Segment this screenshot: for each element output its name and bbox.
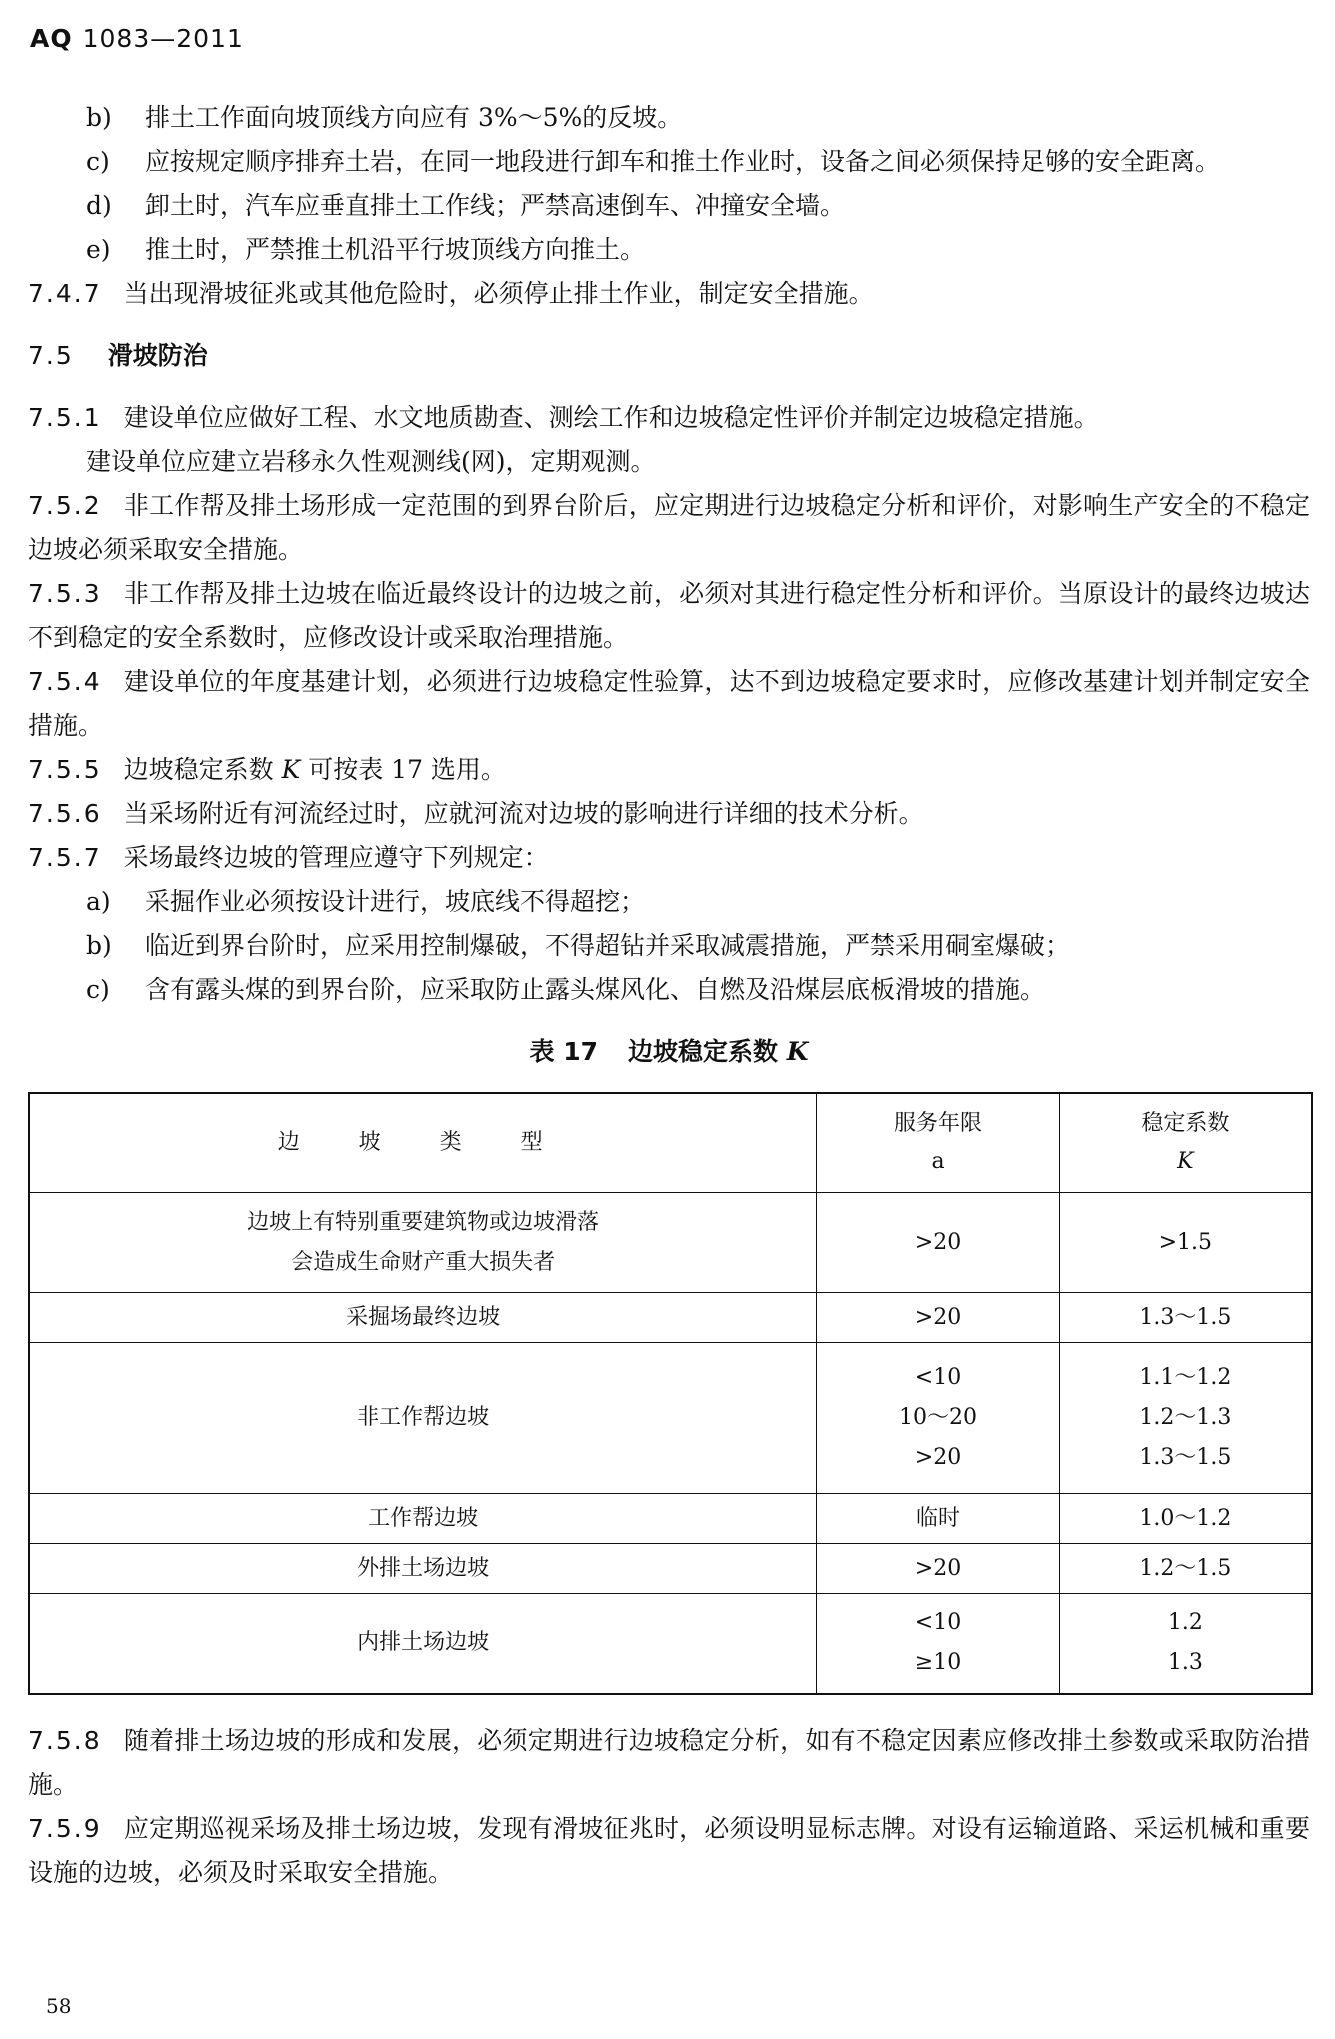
table-row <box>29 1594 1312 1694</box>
cell-stability-coef: 1.3～1.5 <box>1059 1293 1312 1343</box>
item-label: d) <box>86 191 112 220</box>
clause-7-5-9 <box>28 1807 1310 1895</box>
clause-7-5-1 <box>28 396 1310 440</box>
clause-7-4-7 <box>28 272 1310 316</box>
cell-slope-type: 边坡上有特别重要建筑物或边坡滑落 会造成生命财产重大损失者 <box>29 1193 817 1293</box>
item-text: 采掘作业必须按设计进行，坡底线不得超挖； <box>145 887 646 916</box>
cell-slope-type: 内排土场边坡 <box>29 1594 817 1694</box>
clause-number: 7.5.7 <box>28 843 102 872</box>
item-text: 临近到界台阶时，应采用控制爆破，不得超钻并采取减震措施，严禁采用硐室爆破； <box>145 931 1071 960</box>
list-item <box>28 880 1310 924</box>
k-symbol: K <box>281 755 301 784</box>
list-item <box>28 924 1310 968</box>
clause-text: 建设单位的年度基建计划，必须进行边坡稳定性验算，达不到边坡稳定要求时，应修改基建计划并制定安全措施。 <box>28 667 1310 740</box>
clause-number: 7.5.3 <box>28 579 102 608</box>
cell-service-years: >20 <box>817 1193 1059 1293</box>
clause-text: 建设单位应做好工程、水文地质勘查、测绘工作和边坡稳定性评价并制定边坡稳定措施。 <box>123 403 1099 432</box>
cell-slope-type: 工作帮边坡 <box>29 1494 817 1544</box>
cell-slope-type: 外排土场边坡 <box>29 1544 817 1594</box>
standard-number: 1083—2011 <box>82 24 244 53</box>
clause-text: 应定期巡视采场及排土场边坡，发现有滑坡征兆时，必须设明显标志牌。对设有运输道路、采运机械和重要设施的边坡，必须及时采取安全措施。 <box>28 1813 1310 1887</box>
cell-service-years: <10 10～20 >20 <box>817 1343 1059 1494</box>
cell-slope-type: 采掘场最终边坡 <box>29 1293 817 1343</box>
clause-7-5-6 <box>28 792 1310 836</box>
header-service-years: 服务年限 a <box>817 1093 1059 1193</box>
item-label: e) <box>86 235 111 264</box>
list-item <box>28 96 1310 140</box>
cell-service-years: >20 <box>817 1293 1059 1343</box>
clause-number: 7.5.9 <box>28 1813 102 1843</box>
item-text: 卸土时，汽车应垂直排土工作线；严禁高速倒车、冲撞安全墙。 <box>145 191 846 220</box>
clause-number: 7.5.8 <box>28 1725 102 1755</box>
table-number: 表 17 <box>529 1037 599 1066</box>
k-symbol: K <box>786 1037 809 1066</box>
list-item <box>28 968 1310 1012</box>
table-row <box>29 1293 1312 1343</box>
clause-7-5-2 <box>28 484 1310 572</box>
clause-number: 7.4.7 <box>28 279 102 308</box>
cell-stability-coef: 1.2～1.5 <box>1059 1544 1312 1594</box>
clause-text: 可按表 17 选用。 <box>300 755 506 784</box>
clause-text: 非工作帮及排土边坡在临近最终设计的边坡之前，必须对其进行稳定性分析和评价。当原设计的最终边坡达不到稳定的安全系数时，应修改设计或采取治理措施。 <box>28 579 1310 652</box>
clause-text: 边坡稳定系数 <box>123 755 282 784</box>
clause-7-5-4 <box>28 660 1310 748</box>
clause-text: 当出现滑坡征兆或其他危险时，必须停止排土作业，制定安全措施。 <box>123 279 874 308</box>
clause-text: 采场最终边坡的管理应遵守下列规定： <box>123 843 549 872</box>
section-heading <box>28 334 1310 378</box>
list-item <box>28 140 1310 184</box>
clause-text: 随着排土场边坡的形成和发展，必须定期进行边坡稳定分析，如有不稳定因素应修改排土参数或采取防治措施。 <box>28 1725 1310 1799</box>
cell-service-years: <10 ≥10 <box>817 1594 1059 1694</box>
header-stability-coef: 稳定系数 K <box>1059 1093 1312 1193</box>
cell-service-years: 临时 <box>817 1494 1059 1544</box>
item-label: b) <box>86 931 112 960</box>
cell-stability-coef: 1.0～1.2 <box>1059 1494 1312 1544</box>
clause-number: 7.5.6 <box>28 799 102 828</box>
table-caption <box>28 1030 1310 1074</box>
item-label: c) <box>86 147 110 176</box>
section-number: 7.5 <box>28 341 74 370</box>
clause-text: 当采场附近有河流经过时，应就河流对边坡的影响进行详细的技术分析。 <box>123 799 924 828</box>
clause-7-5-8 <box>28 1719 1310 1807</box>
cell-stability-coef: >1.5 <box>1059 1193 1312 1293</box>
cell-service-years: >20 <box>817 1544 1059 1594</box>
standard-header <box>30 24 244 53</box>
item-label: c) <box>86 975 110 1004</box>
table-row <box>29 1544 1312 1594</box>
clause-number: 7.5.2 <box>28 491 102 520</box>
table-row <box>29 1193 1312 1293</box>
cell-slope-type: 非工作帮边坡 <box>29 1343 817 1494</box>
header-slope-type: 边 坡 类 型 <box>29 1093 817 1193</box>
table-caption-text: 边坡稳定系数 <box>628 1037 787 1066</box>
table-row <box>29 1494 1312 1544</box>
clause-7-5-3 <box>28 572 1310 660</box>
cell-stability-coef: 1.2 1.3 <box>1059 1594 1312 1694</box>
clause-number: 7.5.5 <box>28 755 102 784</box>
clause-number: 7.5.1 <box>28 403 102 432</box>
item-label: b) <box>86 103 112 132</box>
clause-7-5-7 <box>28 836 1310 880</box>
item-text: 含有露头煤的到界台阶，应采取防止露头煤风化、自燃及沿煤层底板滑坡的措施。 <box>145 975 1046 1004</box>
clause-text: 非工作帮及排土场形成一定范围的到界台阶后，应定期进行边坡稳定分析和评价，对影响生产安全的不稳定边坡必须采取安全措施。 <box>28 491 1310 564</box>
slope-stability-table <box>28 1092 1313 1695</box>
page-number: 58 <box>46 1994 72 2018</box>
clause-7-5-5 <box>28 748 1310 792</box>
standard-prefix: AQ <box>30 24 73 53</box>
table-header-row <box>29 1093 1312 1193</box>
list-item <box>28 184 1310 228</box>
cell-stability-coef: 1.1～1.2 1.2～1.3 1.3～1.5 <box>1059 1343 1312 1494</box>
document-body <box>28 96 1310 1895</box>
clause-number: 7.5.4 <box>28 667 102 696</box>
clause-paragraph: 建设单位应建立岩移永久性观测线(网)，定期观测。 <box>86 447 656 476</box>
item-text: 应按规定顺序排弃土岩，在同一地段进行卸车和推土作业时，设备之间必须保持足够的安全距离。 <box>145 147 1221 176</box>
item-label: a) <box>86 887 111 916</box>
table-row <box>29 1343 1312 1494</box>
item-text: 推土时，严禁推土机沿平行坡顶线方向推土。 <box>145 235 646 264</box>
section-title: 滑坡防治 <box>107 341 208 370</box>
item-text: 排土工作面向坡顶线方向应有 3%～5%的反坡。 <box>145 103 683 132</box>
list-item <box>28 228 1310 272</box>
